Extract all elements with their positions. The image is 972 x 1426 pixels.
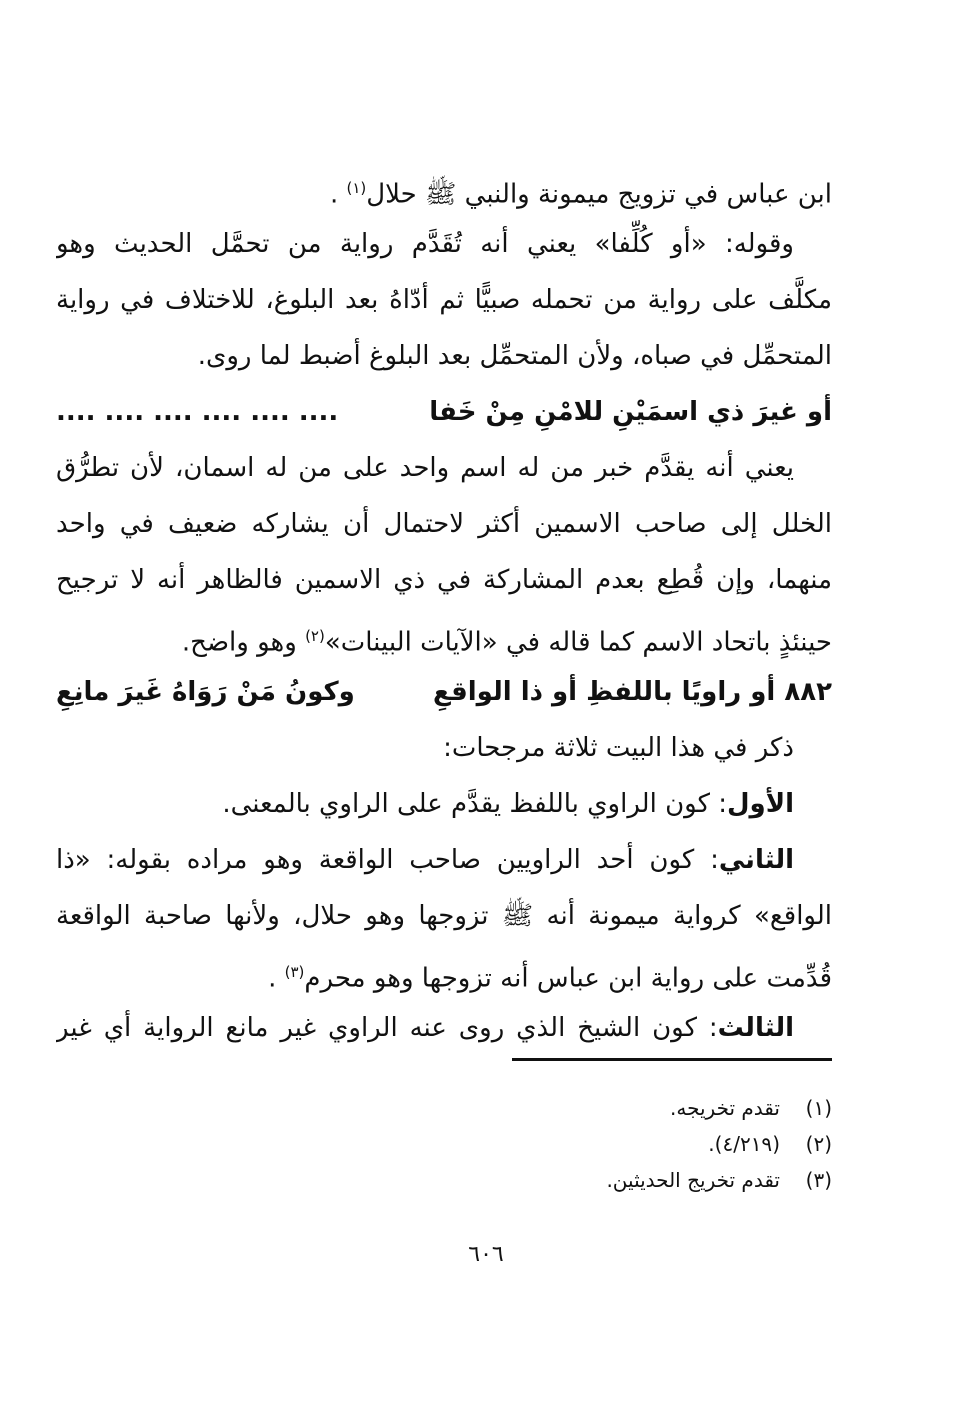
footnote-number: (٣) xyxy=(805,1168,832,1192)
body-text: وهو واضح. xyxy=(181,627,306,658)
body-text: الخلل إلى صاحب الاسمين أكثر لاحتمال أن يشاركه ضعيف في واحد xyxy=(56,509,832,539)
section-keyword: الثاني xyxy=(718,845,794,875)
footnote-ref: (١) xyxy=(346,179,367,197)
body-line xyxy=(56,832,832,888)
body-text: حينئذٍ باتحاد الاسم كما قاله في «الآيات البينات» xyxy=(324,627,832,658)
body-line xyxy=(56,776,832,832)
verse-hemistich: وكونُ مَنْ رَوَاهُ غَيرَ مانِعِ xyxy=(56,677,355,707)
verse-hemistich: ٨٨٢ أو راويًا باللفظِ أو ذا الواقعِ xyxy=(432,677,832,707)
body-text: قُدِّمت على رواية ابن عباس أنه تزوجها وهو محرم xyxy=(304,963,832,994)
page-number: ٦٠٦ xyxy=(468,1242,504,1267)
verse-line xyxy=(56,664,832,720)
body-text: . xyxy=(329,179,347,210)
body-line xyxy=(56,1000,832,1056)
body-text: يعني أنه يقدَّم خبر من له اسم واحد على من له اسمان، لأن تطرُّق xyxy=(56,453,794,483)
body-line xyxy=(56,440,832,496)
body-text: منهما، وإن قُطِع بعدم المشاركة في ذي الاسمين فالظاهر أنه لا ترجيح xyxy=(56,565,832,595)
footnote-item xyxy=(332,1090,832,1126)
footnote-number: (١) xyxy=(805,1096,832,1120)
footnote-text: تقدم تخريجه. xyxy=(670,1096,780,1120)
footnote-item xyxy=(332,1126,832,1162)
footnote-item xyxy=(332,1162,832,1198)
body-text: وقوله: «أو كُلِّفا» يعني أنه تُقَدَّم رواية من تحمَّل الحديث وهو xyxy=(56,229,794,259)
footnote-text: (٤/٢١٩). xyxy=(708,1132,780,1156)
body-text: مكلَّف على رواية من تحمله صبيًّا ثم أدّاهُ بعد البلوغ، للاختلاف في رواية xyxy=(56,285,832,315)
body-text: المتحمِّل في صباه، ولأن المتحمِّل بعد البلوغ أضبط لما روى. xyxy=(197,341,832,371)
footnote-text: تقدم تخريج الحديثين. xyxy=(606,1168,780,1192)
body-line xyxy=(56,552,832,608)
body-line xyxy=(56,608,832,664)
body-text: ابن عباس في تزويج ميمونة والنبي ﷺ حلال xyxy=(366,179,832,210)
footnote-divider xyxy=(512,1058,832,1061)
body-text: الواقع» كرواية ميمونة أنه ﷺ تزوجها وهو حلال، ولأنها صاحبة الواقعة xyxy=(56,901,832,931)
body-text: . xyxy=(268,963,285,994)
body-line xyxy=(56,160,832,216)
footnote-ref: (٣) xyxy=(284,963,305,981)
verse-line xyxy=(56,384,832,440)
body-line xyxy=(56,496,832,552)
body-line xyxy=(56,888,832,944)
body-line xyxy=(56,944,832,1000)
body-line xyxy=(56,720,832,776)
footnote-ref: (٢) xyxy=(305,627,325,645)
body-line xyxy=(56,216,832,272)
section-keyword: الثالث xyxy=(717,1013,794,1043)
body-text: : كون الشيخ الذي روى عنه الراوي غير مانع الرواية أي غير xyxy=(56,1013,718,1043)
footnotes xyxy=(332,1090,832,1198)
body-text: ذكر في هذا البيت ثلاثة مرجحات: xyxy=(443,733,794,763)
body-text: : كون الراوي باللفظ يقدَّم على الراوي بالمعنى. xyxy=(222,789,727,819)
footnote-number: (٢) xyxy=(805,1132,832,1156)
body-line xyxy=(56,272,832,328)
main-text xyxy=(56,160,832,1056)
body-line xyxy=(56,328,832,384)
verse-hemistich: أو غيرَ ذي اسمَيْنِ للامْنِ مِنْ خَفا xyxy=(429,397,832,427)
verse-ellipsis: .... .... .... .... .... .... xyxy=(56,397,339,427)
section-keyword: الأول xyxy=(727,789,794,819)
body-text: : كون أحد الراويين صاحب الواقعة وهو مراده بقوله: «ذا xyxy=(56,845,719,875)
